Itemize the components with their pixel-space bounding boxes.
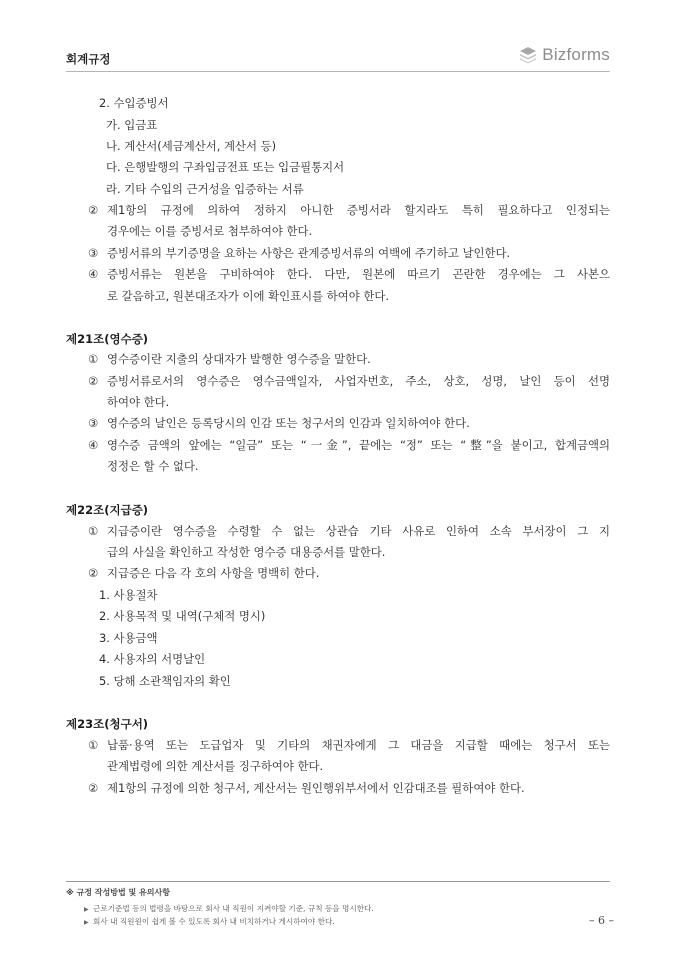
list-item: 3. 사용금액 — [99, 631, 158, 645]
clause-text: 증빙서류의 부기증명을 요하는 사항은 관계증빙서류의 여백에 주기하고 날인한다. — [107, 246, 511, 260]
list-item: 나. 계산서(세금계산서, 계산서 등) — [106, 139, 277, 153]
article-heading: 제21조(영수증) — [66, 332, 149, 346]
clause-text: 지급증이란 영수증을 수령할 수 없는 상관습 기타 사유로 인하여 소속 부서장이 그 지 — [107, 524, 610, 538]
clause-marker: ① — [88, 352, 99, 366]
header-divider — [66, 71, 610, 72]
footer-divider — [66, 881, 610, 882]
clause-text: 로 갈음하고, 원본대조자가 이에 확인표시를 하여야 한다. — [107, 289, 390, 303]
logo-text: Bizforms — [542, 45, 610, 64]
clause-marker: ② — [88, 374, 99, 388]
list-item: 2. 수입증빙서 — [99, 96, 169, 110]
footnote-item — [84, 903, 374, 914]
list-item: 5. 당해 소관책임자의 확인 — [99, 674, 231, 688]
bizforms-logo — [518, 45, 610, 65]
clause-text: 제1항의 규정에 의하여 정하지 아니한 증빙서라 할지라도 특히 필요하다고 인정되는 — [107, 203, 610, 217]
list-item: 2. 사용목적 및 내역(구체적 명시) — [99, 609, 266, 623]
clause-text: 정정은 할 수 없다. — [107, 459, 199, 473]
stacked-layers-icon — [518, 45, 538, 65]
clause-marker: ① — [88, 524, 99, 538]
clause-text: 납품·용역 또는 도급업자 및 기타의 채권자에게 그 대금을 지급할 때에는 청구서 또는 — [107, 738, 610, 752]
list-item: 4. 사용자의 서명날인 — [99, 652, 206, 666]
clause-marker: ① — [88, 738, 99, 752]
clause-text: 지급증은 다음 각 호의 사항을 명백히 한다. — [107, 566, 320, 580]
clause-marker: ② — [88, 203, 99, 217]
clause-marker: ④ — [88, 267, 99, 281]
clause-text: 경우에는 이를 증빙서로 첨부하여야 한다. — [107, 224, 313, 238]
footnote-title: ※ 규정 작성방법 및 유의사항 — [66, 888, 170, 897]
article-heading: 제23조(청구서) — [66, 717, 149, 731]
triangle-bullet-icon: ▶ — [84, 919, 89, 926]
clause-text: 영수증의 날인은 등록당시의 인감 또는 청구서의 인감과 일치하여야 한다. — [107, 416, 470, 430]
triangle-bullet-icon: ▶ — [84, 906, 89, 913]
clause-marker: ③ — [88, 416, 99, 430]
clause-text: 영수증 금액의 앞에는 “일금” 또는 “一金”, 끝에는 “정” 또는 “整”을 붙이고, 합계금액의 — [107, 438, 610, 452]
clause-text: 하여야 한다. — [107, 395, 170, 409]
clause-marker: ② — [88, 781, 99, 795]
footnote-item — [84, 916, 335, 927]
clause-text: 급의 사실을 확인하고 작성한 영수증 대용증서를 말한다. — [107, 545, 386, 559]
clause-text: 증빙서류로서의 영수증은 영수금액일자, 사업자번호, 주소, 상호, 성명, 날인 등이 선명 — [107, 374, 610, 388]
article-heading: 제22조(지급증) — [66, 503, 149, 517]
footnote-text: 근로기준법 등의 법령을 바탕으로 회사 내 직원이 지켜야할 기준, 규칙 등을 명시한다. — [93, 904, 374, 913]
clause-marker: ② — [88, 566, 99, 580]
page-number: – 6 – — [589, 914, 614, 927]
clause-text: 제1항의 규정에 의한 청구서, 계산서는 원인행위부서에서 인감대조를 필하여야 한다. — [107, 781, 525, 795]
clause-text: 관계법령에 의한 계산서를 징구하여야 한다. — [107, 759, 324, 773]
document-title: 회계규정 — [66, 52, 111, 66]
clause-marker: ③ — [88, 246, 99, 260]
clause-text: 영수증이란 지출의 상대자가 발행한 영수증을 말한다. — [107, 352, 371, 366]
clause-text: 증빙서류는 원본을 구비하여야 한다. 다만, 원본에 따르기 곤란한 경우에는 그 사본으 — [107, 267, 610, 281]
list-item: 가. 입금표 — [106, 118, 158, 132]
clause-marker: ④ — [88, 438, 99, 452]
list-item: 1. 사용절차 — [99, 588, 158, 602]
list-item: 다. 은행발행의 구좌입금전표 또는 입금필통지서 — [106, 160, 345, 174]
footnote-text: 회사 내 직원원이 쉽게 볼 수 있도록 회사 내 비치하거나 게시하여야 한다. — [93, 917, 335, 926]
list-item: 라. 기타 수입의 근거성을 입증하는 서류 — [106, 182, 304, 196]
